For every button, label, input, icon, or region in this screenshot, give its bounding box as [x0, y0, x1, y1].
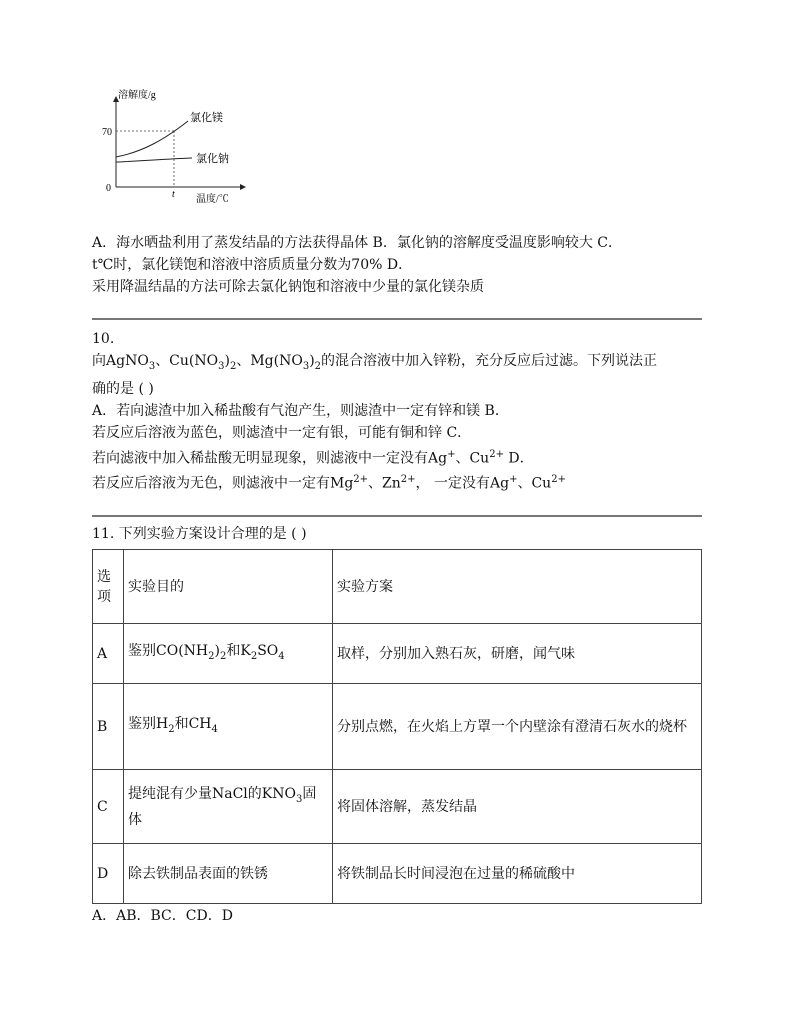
q11-table — [92, 549, 702, 904]
separator-1 — [92, 318, 702, 320]
header-plan: 实验方案 — [333, 550, 702, 624]
y-axis-label: 溶解度/g — [118, 90, 156, 101]
q11-answer-options: A．AB．BC．CD．D — [92, 908, 233, 925]
q10-number: 10. — [92, 331, 115, 347]
x-axis-arrow — [240, 184, 246, 190]
row-c-goal: 提纯混有少量NaCl的$KNO_3$固体 — [124, 770, 333, 844]
row-d-goal: 除去铁制品表面的铁锈 — [124, 844, 333, 904]
q11-title: 11. 下列实验方案设计合理的是 ( ) — [92, 526, 307, 543]
x-axis-label: 温度/℃ — [196, 194, 229, 205]
row-b-goal: 鉴别$H_2$和$CH_4$ — [124, 684, 333, 770]
curve-magnesium-chloride — [116, 121, 188, 157]
y-tick-70: 70 — [102, 127, 112, 138]
x-tick-t: t — [172, 189, 175, 200]
q10-option-d: 若反应后溶液为无色，则滤液中一定有$Mg^{2+}$、$Zn^{2+}$， 一定没有Ag+、$Cu^{2+}$ — [92, 474, 566, 493]
row-d-option: D — [93, 844, 124, 904]
row-c-plan: 将固体溶解，蒸发结晶 — [333, 770, 702, 844]
table-row-c — [93, 770, 702, 844]
row-d-plan: 将铁制品长时间浸泡在过量的稀硫酸中 — [333, 844, 702, 904]
row-b-plan: 分别点燃，在火焰上方罩一个内壁涂有澄清石灰水的烧杯 — [333, 684, 702, 770]
table-row-d — [93, 844, 702, 904]
row-a-plan: 取样，分别加入熟石灰，研磨，闻气味 — [333, 624, 702, 684]
q10-option-a: A．若向滤渣中加入稀盐酸有气泡产生，则滤渣中一定有锌和镁 B． — [92, 402, 509, 419]
q10-option-c: 若向滤液中加入稀盐酸无明显现象，则滤液中一定没有Ag+、$Cu^{2+}$ D． — [92, 448, 534, 467]
table-header-row — [93, 550, 702, 624]
q9-option-line-3: 采用降温结晶的方法可除去氯化钠饱和溶液中少量的氯化镁杂质 — [92, 279, 484, 295]
row-a-option: A — [93, 624, 124, 684]
curve-sodium-chloride — [116, 158, 192, 162]
table-row-b — [93, 684, 702, 770]
q9-options — [92, 232, 702, 298]
q9-option-line-2: t℃时，氯化镁饱和溶液中溶质质量分数为70% D． — [92, 257, 413, 273]
header-goal: 实验目的 — [124, 550, 333, 624]
curve2-label: 氯化钠 — [196, 153, 229, 165]
solubility-graph-svg — [92, 88, 272, 208]
question-10 — [92, 328, 702, 495]
curve1-label: 氯化镁 — [190, 112, 223, 124]
q10-stem: 向AgNO$_3$、$Cu(NO_3)_2$、$Mg(NO_3)_2$的混合溶液中加入锌粉，充分反应后过滤。下列说法正 — [92, 353, 658, 372]
table-row-a — [93, 624, 702, 684]
solubility-graph — [92, 88, 272, 208]
question-page — [92, 88, 702, 926]
q10-stem-2: 确的是 ( ) — [92, 380, 154, 397]
q10-option-b: 若反应后溶液为蓝色，则滤渣中一定有银，可能有铜和锌 C． — [92, 424, 472, 441]
header-option: 选项 — [93, 550, 124, 624]
row-c-option: C — [93, 770, 124, 844]
separator-2 — [92, 515, 702, 517]
row-a-goal: 鉴别$CO(NH_2)_2$和$K_2SO_4$ — [124, 624, 333, 684]
q9-option-line-1: A．海水晒盐利用了蒸发结晶的方法获得晶体 B．氯化钠的溶解度受温度影响较大 C． — [92, 235, 623, 251]
origin-label: 0 — [106, 183, 111, 194]
row-b-option: B — [93, 684, 124, 770]
